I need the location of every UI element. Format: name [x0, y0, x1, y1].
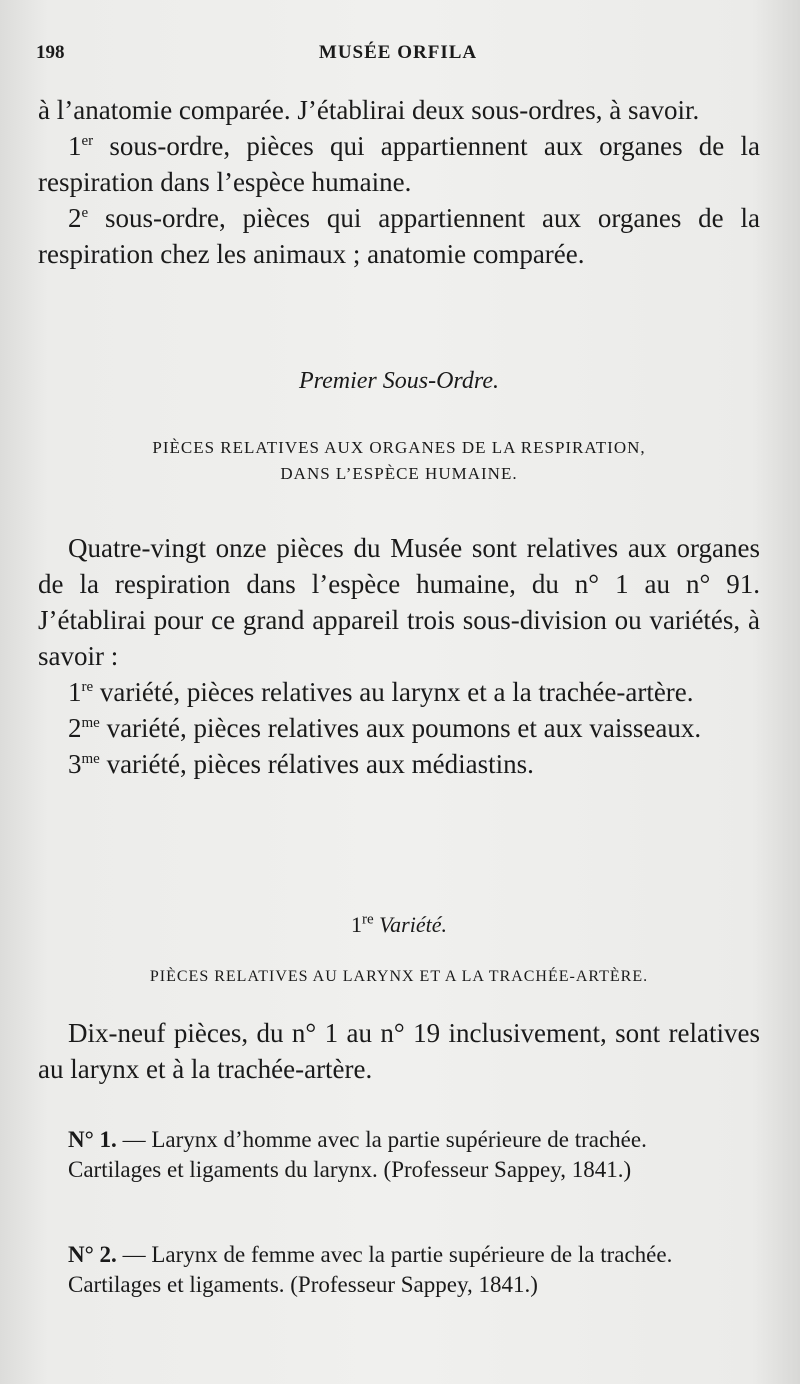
intro-block	[38, 92, 760, 272]
s2-title-sup: re	[362, 911, 374, 928]
intro-line: à l’anatomie comparée. J’établirai deux sous-ordres, à savoir.	[38, 95, 700, 125]
entry-1-number: N° 1.	[68, 1127, 117, 1152]
so2-sup: e	[81, 205, 89, 221]
sous-ordre-2	[38, 200, 760, 272]
s2-title-number: 1	[351, 912, 362, 937]
so2-number: 2	[68, 203, 82, 233]
section-1-title: Premier Sous-Ordre.	[299, 368, 499, 394]
variete-1	[38, 674, 760, 710]
section-2-title	[38, 912, 760, 938]
section-1-para: Quatre-vingt onze pièces du Musée sont relatives aux organes de la respiration dans l’espèce humaine, du n° 1 au n° 91. J’établirai pour ce grand appareil trois sous-division ou variétés, à savoir :	[38, 533, 760, 671]
so1-sup: er	[81, 133, 94, 149]
entry-2-number: N° 2.	[68, 1242, 117, 1267]
v3-sup: me	[81, 751, 100, 767]
section-2	[38, 912, 760, 990]
so2-text: sous-ordre, pièces qui appartiennent aux organes de la respiration chez les animaux ; anatomie comparée.	[38, 203, 760, 269]
entry-1-text: — Larynx d’homme avec la partie supérieure de trachée.	[116, 1127, 647, 1152]
section-2-para: Dix-neuf pièces, du n° 1 au n° 19 inclusivement, sont relatives au larynx et à la trachée-artère.	[38, 1018, 760, 1084]
v1-sup: re	[81, 679, 94, 695]
s2-title-text: Variété.	[373, 912, 447, 937]
entry-2-line	[38, 1240, 760, 1270]
variete-3	[38, 746, 760, 782]
v3-text: variété, pièces rélatives aux médiastins.	[99, 749, 534, 779]
section-1	[38, 368, 760, 487]
entry-1	[38, 1125, 760, 1185]
so1-number: 1	[68, 131, 82, 161]
section-2-caps: PIÈCES RELATIVES AU LARYNX ET A LA TRACHÉE-ARTÈRE.	[149, 968, 649, 985]
section-2-body	[38, 1015, 760, 1087]
v2-text: variété, pièces relatives aux poumons et aux vaisseaux.	[99, 713, 702, 743]
running-title: MUSÉE ORFILA	[318, 42, 478, 63]
entry-1-detail: Cartilages et ligaments du larynx. (Professeur Sappey, 1841.)	[68, 1157, 632, 1182]
so1-text: sous-ordre, pièces qui appartiennent aux organes de la respiration dans l’espèce humaine.	[38, 131, 760, 197]
entry-2-detail: Cartilages et ligaments. (Professeur Sappey, 1841.)	[68, 1272, 538, 1297]
v3-number: 3	[68, 749, 82, 779]
v1-text: variété, pièces relatives au larynx et a la trachée-artère.	[93, 677, 694, 707]
sous-ordre-1	[38, 128, 760, 200]
page-number: 198	[36, 42, 65, 63]
section-1-body	[38, 530, 760, 782]
v2-number: 2	[68, 713, 82, 743]
section-1-caps-2: DANS L’ESPÈCE HUMAINE.	[280, 464, 518, 483]
section-1-caps-1: PIÈCES RELATIVES AUX ORGANES DE LA RESPIRATION,	[152, 438, 646, 457]
v2-sup: me	[81, 715, 100, 731]
entry-1-line	[38, 1125, 760, 1155]
v1-number: 1	[68, 677, 82, 707]
page-header	[36, 42, 760, 72]
entry-2-text: — Larynx de femme avec la partie supérieure de la trachée.	[116, 1242, 673, 1267]
variete-2	[38, 710, 760, 746]
entry-2	[38, 1240, 760, 1300]
